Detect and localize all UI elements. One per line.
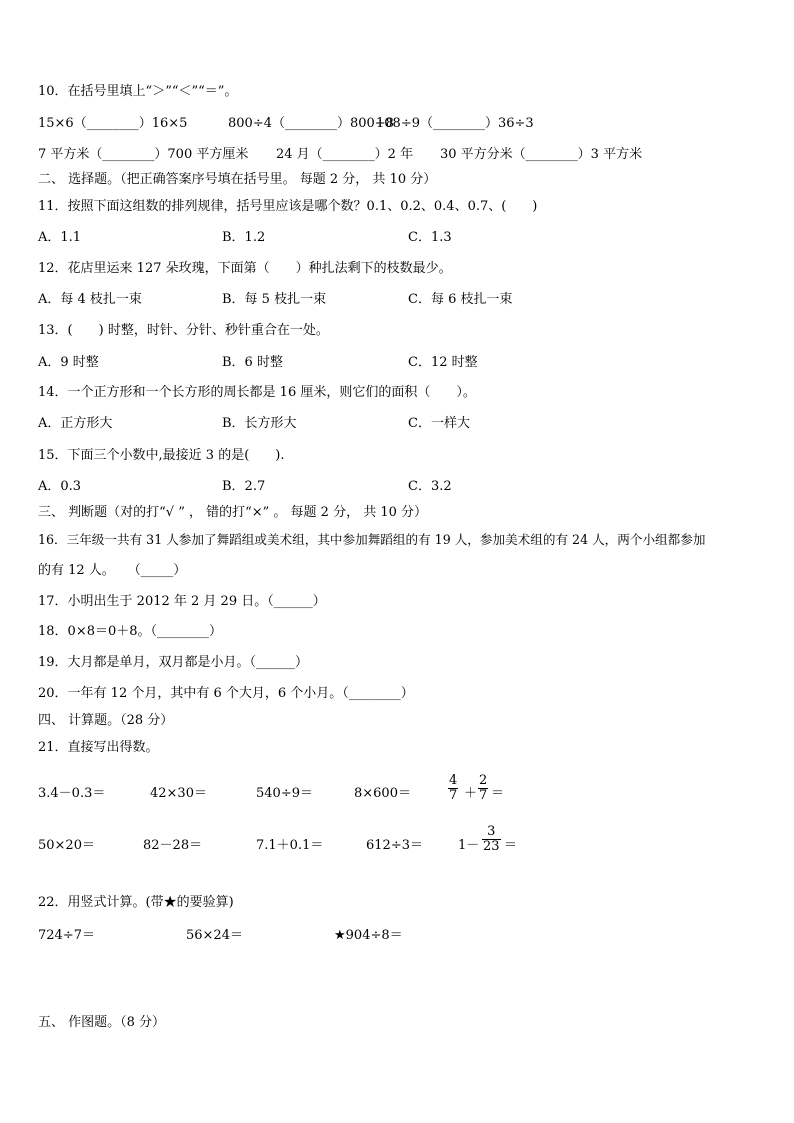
q12-option-b: B．每 5 枝扎一束 xyxy=(222,292,327,307)
plus-sign: ＋ xyxy=(464,786,478,801)
q15-option-c: C．3.2 xyxy=(408,479,452,494)
q15-stem: 15．下面三个小数中,最接近 3 的是( ). xyxy=(38,448,285,463)
q21-item-3: 540÷9＝ xyxy=(256,786,313,801)
q21-item-4: 8×600＝ xyxy=(354,786,411,801)
q11-option-c: C．1.3 xyxy=(408,230,452,245)
q21-title: 21．直接写出得数。 xyxy=(38,740,159,755)
section-2-heading: 二、 选择题。（把正确答案序号填在括号里。 每题 2 分， 共 10 分） xyxy=(38,172,437,187)
q10-item-3: 108÷9（________）36÷3 xyxy=(376,116,534,131)
fraction-numerator: 3 xyxy=(487,824,496,839)
section-5-heading: 五、 作图题。（8 分） xyxy=(38,1015,166,1030)
one-minus: 1－ xyxy=(458,838,480,853)
q10-item-6: 30 平方分米（________）3 平方米 xyxy=(440,147,643,162)
q13-stem: 13．( ) 时整，时针、分针、秒针重合在一处。 xyxy=(38,323,329,338)
q11-option-a: A．1.1 xyxy=(38,230,82,245)
q22-title: 22．用竖式计算。(带★的要验算) xyxy=(38,895,234,910)
q14-option-c: C．一样大 xyxy=(408,416,470,431)
q13-option-a: A．9 时整 xyxy=(38,355,99,370)
q10-item-4: 7 平方米（________）700 平方厘米 xyxy=(38,147,249,162)
q12-option-a: A．每 4 枝扎一束 xyxy=(38,292,142,307)
equals-sign: ＝ xyxy=(504,838,518,853)
q21-item-7: 7.1＋0.1＝ xyxy=(256,838,324,853)
fraction-numerator: 2 xyxy=(479,773,488,788)
q21-item-8: 612÷3＝ xyxy=(366,838,423,853)
fraction-denominator: 7 xyxy=(449,788,458,803)
q22-item-3: ★904÷8＝ xyxy=(334,928,403,943)
section-4-heading: 四、 计算题。（28 分） xyxy=(38,713,174,728)
q17: 17．小明出生于 2012 年 2 月 29 日。（______） xyxy=(38,594,326,609)
q13-option-c: C．12 时整 xyxy=(408,355,478,370)
q14-option-a: A．正方形大 xyxy=(38,416,113,431)
q21-item-1: 3.4－0.3＝ xyxy=(38,786,106,801)
q21-item-6: 82－28＝ xyxy=(143,838,203,853)
q18: 18．0×8＝0＋8。（________） xyxy=(38,624,223,639)
q21-item-2: 42×30＝ xyxy=(150,786,207,801)
q10-item-2: 800÷4（________）800÷8 xyxy=(228,116,394,131)
q10-title: 10．在括号里填上“＞”“＜”“＝”。 xyxy=(38,84,238,99)
q19: 19．大月都是单月，双月都是小月。（______） xyxy=(38,655,309,670)
fraction-numerator: 4 xyxy=(449,773,458,788)
q20: 20．一年有 12 个月，其中有 6 个大月，6 个小月。（________） xyxy=(38,686,414,701)
q10-item-5: 24 月（________）2 年 xyxy=(276,147,414,162)
fraction-denominator: 23 xyxy=(483,839,500,854)
q21-fraction-4-7 xyxy=(448,774,458,803)
q15-option-b: B．2.7 xyxy=(222,479,266,494)
q14-stem: 14．一个正方形和一个长方形的周长都是 16 厘米，则它们的面积（ ）。 xyxy=(38,385,476,400)
q21-item-5: 50×20＝ xyxy=(38,838,95,853)
q12-stem: 12．花店里运来 127 朵玫瑰，下面第（ ）种扎法剩下的枝数最少。 xyxy=(38,261,452,276)
q16-line-1: 16．三年级一共有 31 人参加了舞蹈组或美术组，其中参加舞蹈组的有 19 人，参加美术组的有 24 人，两个小组都参加 xyxy=(38,532,706,547)
q16-line-2: 的有 12 人。 （_____） xyxy=(38,563,187,578)
q15-option-a: A．0.3 xyxy=(38,479,82,494)
q11-stem: 11．按照下面这组数的排列规律，括号里应该是哪个数？0.1、0.2、0.4、0.7、( ) xyxy=(38,199,538,214)
section-3-heading: 三、 判断题（对的打“√ ” ， 错的打“×” 。 每题 2 分， 共 10 分） xyxy=(38,505,428,520)
q22-item-2: 56×24＝ xyxy=(186,928,243,943)
fraction-denominator: 7 xyxy=(479,788,488,803)
q14-option-b: B．长方形大 xyxy=(222,416,297,431)
q21-fraction-2-7 xyxy=(478,774,488,803)
q22-item-1: 724÷7＝ xyxy=(38,928,95,943)
q10-item-1: 15×6（________）16×5 xyxy=(38,116,188,131)
q13-option-b: B．6 时整 xyxy=(222,355,283,370)
q21-fraction-3-23 xyxy=(482,825,501,854)
q11-option-b: B．1.2 xyxy=(222,230,266,245)
equals-sign: ＝ xyxy=(491,786,505,801)
q12-option-c: C．每 6 枝扎一束 xyxy=(408,292,513,307)
